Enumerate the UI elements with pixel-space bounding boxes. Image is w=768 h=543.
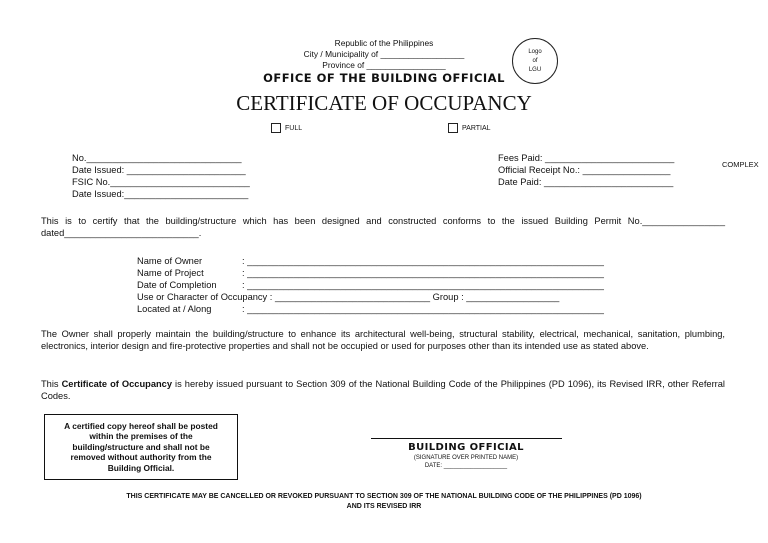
maintenance-paragraph: The Owner shall properly maintain the building/structure to enhance its architectural well-being, structural stability, electrical, mechanical, sanitation, plumbing, electronics, interior design and fire-protective properties and shall not be occupied or used for purposes other than its intended use as stated above.: [41, 329, 725, 351]
page-title: CERTIFICATE OF OCCUPANCY: [236, 91, 532, 115]
detail-label: Located at / Along: [137, 304, 212, 314]
detail-value: : _____________________________________________________________________: [242, 256, 604, 266]
lgu-logo-placeholder: [512, 38, 558, 84]
detail-row-location: [137, 303, 604, 315]
logo-text-line: Logo: [528, 48, 542, 55]
detail-row-project: [137, 267, 604, 279]
details-block: [137, 255, 604, 315]
detail-label: Date of Completion: [137, 280, 217, 290]
detail-label: Name of Owner: [137, 256, 203, 266]
right-fields-block: [498, 152, 674, 188]
complex-label: COMPLEX: [722, 160, 759, 169]
building-official-title: BUILDING OFFICIAL: [408, 442, 524, 453]
full-checkbox[interactable]: [271, 123, 281, 133]
detail-row-occupancy-use: Use or Character of Occupancy : ______________________________ Group : __________________: [137, 292, 560, 302]
detail-value: : _____________________________________________________________________: [242, 304, 604, 314]
left-fields-block: [72, 152, 250, 200]
issuance-text-bold: Certificate of Occupancy: [61, 379, 173, 389]
office-heading: OFFICE OF THE BUILDING OFFICIAL: [263, 71, 505, 85]
fsic-date-issued-field: Date Issued:________________________: [72, 189, 249, 199]
partial-option[interactable]: [448, 123, 491, 134]
footer-notice-line2: AND ITS REVISED IRR: [346, 503, 422, 510]
full-option[interactable]: [271, 123, 302, 134]
detail-row-owner: [137, 255, 604, 267]
date-paid-field: Date Paid: _________________________: [498, 177, 674, 187]
signature-caption: (SIGNATURE OVER PRINTED NAME): [413, 455, 519, 461]
detail-label: Name of Project: [137, 268, 204, 278]
logo-text-line: of: [532, 57, 538, 64]
partial-label: PARTIAL: [462, 124, 491, 132]
issuance-paragraph: [41, 378, 725, 402]
signature-date-field: DATE: ___________________: [424, 463, 508, 469]
issuance-text-pre: This: [41, 379, 62, 389]
signature-line: [371, 438, 562, 439]
detail-row-completion: [137, 279, 604, 291]
partial-checkbox[interactable]: [448, 123, 458, 133]
posting-notice-text: A certified copy hereof shall be posted within the premises of the building/structure and shall not be removed without authority from the Building Official.: [64, 420, 218, 473]
logo-text-line: LGU: [528, 66, 542, 73]
full-label: FULL: [285, 124, 303, 132]
fsic-no-field: FSIC No.___________________________: [72, 177, 250, 187]
province-field: Province of _________________: [322, 60, 446, 70]
republic-text: Republic of the Philippines: [334, 38, 434, 48]
certify-paragraph: This is to certify that the building/structure which has been designed and constructed conforms to the issued Building Permit No.________________ dated__________________________.: [41, 216, 725, 238]
date-issued-field: Date Issued: _______________________: [72, 165, 246, 175]
official-receipt-field: Official Receipt No.: _________________: [498, 165, 671, 175]
issuance-text-post: is hereby issued pursuant to Section 309 of the National Building Code of the Philippines (PD 1096), its Revised IRR, other Referral Codes.: [41, 379, 725, 401]
detail-value: : _____________________________________________________________________: [242, 268, 604, 278]
fees-paid-field: Fees Paid: _________________________: [498, 153, 675, 163]
posting-notice-box: [44, 414, 238, 480]
city-municipality-field: City / Municipality of __________________: [303, 49, 465, 59]
footer-notice-line1: THIS CERTIFICATE MAY BE CANCELLED OR REVOKED PURSUANT TO SECTION 309 OF THE NATIONAL BUILDING CODE OF THE PHILIPPINES (PD 1096): [126, 493, 642, 500]
detail-value: : _____________________________________________________________________: [242, 280, 604, 290]
no-field: No.______________________________: [72, 153, 242, 163]
